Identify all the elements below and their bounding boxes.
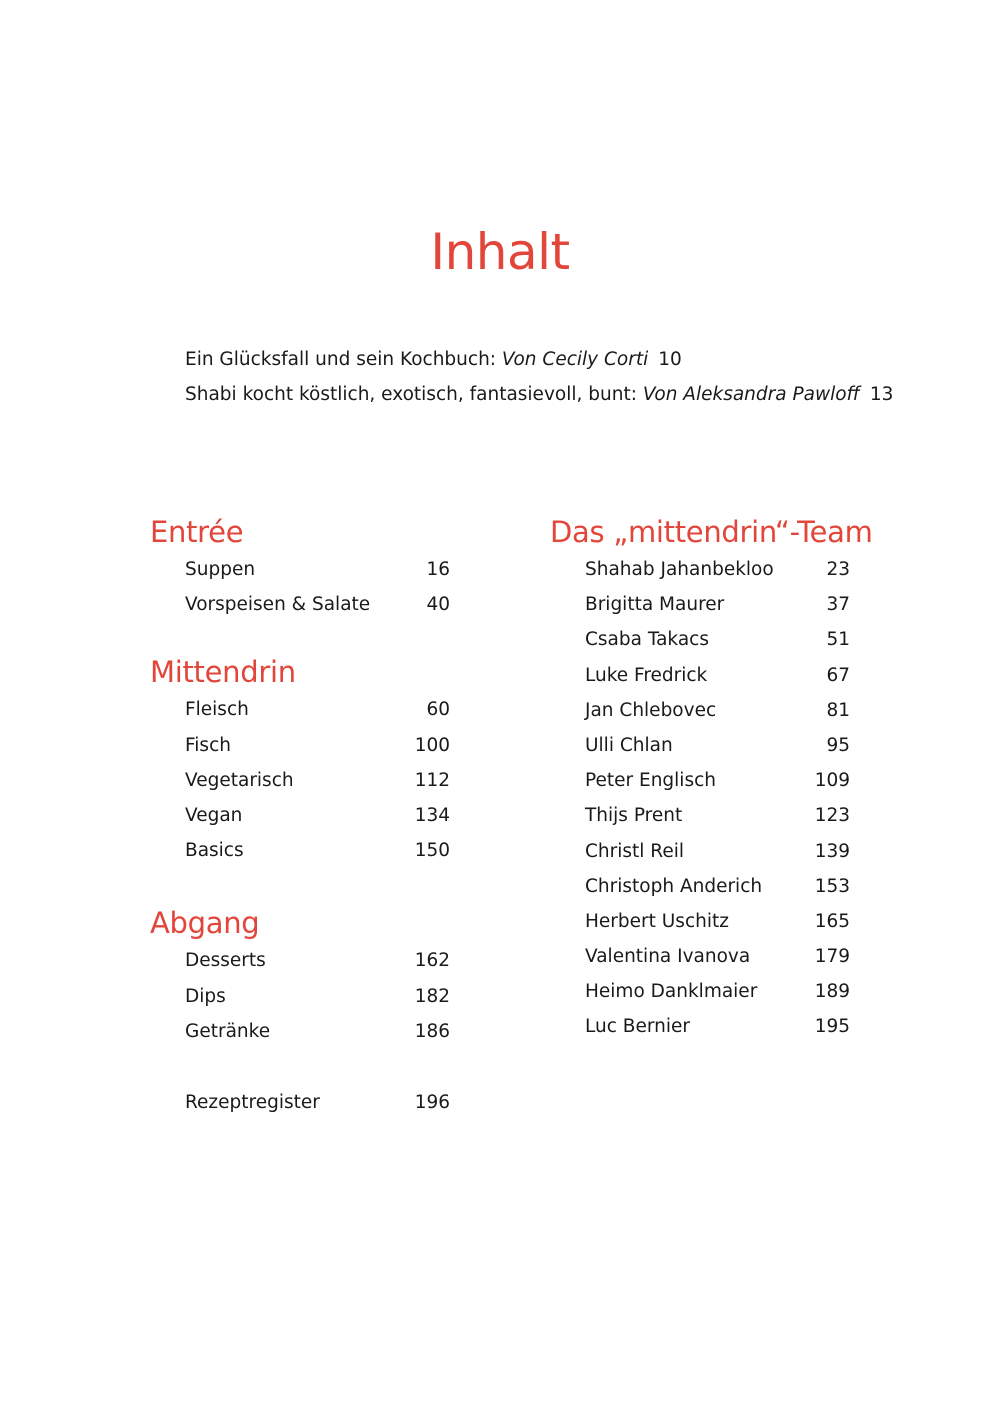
team-entry	[550, 552, 850, 587]
team-member-name: Shahab Jahanbekloo	[585, 559, 774, 580]
toc-page-number: 186	[414, 1020, 450, 1042]
team-member-name: Christl Reil	[585, 840, 684, 862]
register-entry	[150, 1085, 450, 1120]
team-member-name: Christoph Anderich	[585, 875, 763, 897]
toc-entry	[150, 833, 450, 868]
toc-entry	[150, 1014, 450, 1049]
toc-entry	[150, 552, 450, 587]
intro-text: Ein Glücksfall und sein Kochbuch:	[185, 349, 502, 370]
team-member-name: Peter Englisch	[585, 770, 716, 792]
toc-page-number: 196	[414, 1092, 450, 1113]
toc-page-number: 123	[814, 805, 850, 827]
team-member-name: Jan Chlebovec	[585, 699, 717, 721]
toc-label: Fisch	[185, 734, 231, 756]
team-column	[550, 512, 873, 1045]
team-entry	[550, 798, 850, 833]
team-member-name: Ulli Chlan	[585, 734, 673, 756]
toc-entry	[150, 943, 450, 978]
section-title-team: Das „mittendrin“-Team	[550, 515, 873, 549]
toc-label: Suppen	[185, 559, 256, 580]
team-entry	[550, 834, 850, 869]
team-entry	[550, 763, 850, 798]
toc-page-number: 189	[814, 981, 850, 1003]
team-member-name: Heimo Danklmaier	[585, 981, 758, 1003]
toc-page-number: 95	[826, 734, 850, 756]
toc-page-number: 51	[826, 629, 850, 651]
toc-entry	[150, 1085, 450, 1120]
team-entry	[550, 939, 850, 974]
toc-page-number: 165	[814, 910, 850, 932]
toc-page-number: 81	[826, 699, 850, 721]
toc-page-number: 134	[414, 804, 450, 826]
toc-page-number: 67	[826, 664, 850, 686]
team-entry	[550, 1009, 850, 1044]
toc-page-number: 100	[414, 734, 450, 756]
intro-page-number: 10	[658, 349, 682, 370]
team-member-name: Thijs Prent	[585, 805, 683, 827]
toc-page-number: 16	[426, 559, 450, 580]
team-member-name: Luc Bernier	[585, 1016, 690, 1038]
team-entry	[550, 904, 850, 939]
intro-entry	[185, 348, 850, 372]
section-title-abgang: Abgang	[150, 906, 260, 941]
page-title: Inhalt	[430, 222, 570, 281]
toc-entry	[150, 587, 450, 622]
toc-label: Vorspeisen & Salate	[185, 594, 371, 616]
team-entry	[550, 587, 850, 622]
toc-entry	[150, 692, 450, 727]
toc-label: Fleisch	[185, 699, 249, 721]
toc-page-number: 162	[414, 950, 450, 972]
toc-page-number: 153	[814, 875, 850, 897]
toc-label: Basics	[185, 840, 244, 862]
team-entry	[550, 622, 850, 657]
intro-page-number: 13	[869, 384, 894, 405]
team-member-name: Brigitta Maurer	[585, 594, 725, 616]
toc-entry	[150, 798, 450, 833]
intro-entry	[185, 383, 894, 407]
team-member-name: Luke Fredrick	[585, 664, 708, 686]
team-member-name: Valentina Ivanova	[585, 946, 751, 968]
toc-page-number: 37	[826, 594, 850, 616]
toc-label: Rezeptregister	[185, 1092, 320, 1113]
toc-page-number: 112	[414, 769, 450, 791]
toc-label: Vegan	[185, 804, 243, 826]
toc-page-number: 40	[426, 594, 450, 616]
toc-entry	[150, 979, 450, 1014]
intro-author: Von Cecily Corti	[501, 349, 649, 370]
toc-entry	[150, 763, 450, 798]
team-entry	[550, 869, 850, 904]
toc-page-number: 150	[414, 840, 450, 862]
toc-label: Desserts	[185, 950, 266, 972]
section-title-mittendrin: Mittendrin	[150, 655, 296, 690]
team-entry	[550, 974, 850, 1009]
toc-page-number: 182	[414, 985, 450, 1007]
team-member-name: Herbert Uschitz	[585, 910, 729, 932]
toc-label: Vegetarisch	[185, 769, 294, 791]
team-entry	[550, 658, 850, 693]
intro-author: Von Aleksandra Pawloff	[642, 384, 860, 405]
section-title-entree: Entrée	[150, 515, 244, 549]
intro-text: Shabi kocht köstlich, exotisch, fantasievoll, bunt:	[185, 384, 643, 405]
toc-page-number: 179	[814, 946, 850, 968]
toc-entry	[150, 728, 450, 763]
team-member-name: Csaba Takacs	[585, 629, 709, 651]
toc-page-number: 23	[826, 559, 850, 580]
toc-page-number: 139	[814, 840, 850, 862]
toc-page-number: 60	[426, 699, 450, 721]
team-entry	[550, 728, 850, 763]
toc-label: Getränke	[185, 1020, 271, 1042]
contents-left-column	[150, 512, 450, 1049]
toc-page-number: 195	[814, 1016, 850, 1038]
team-entry	[550, 693, 850, 728]
toc-page-number: 109	[814, 770, 850, 792]
toc-label: Dips	[185, 985, 226, 1007]
